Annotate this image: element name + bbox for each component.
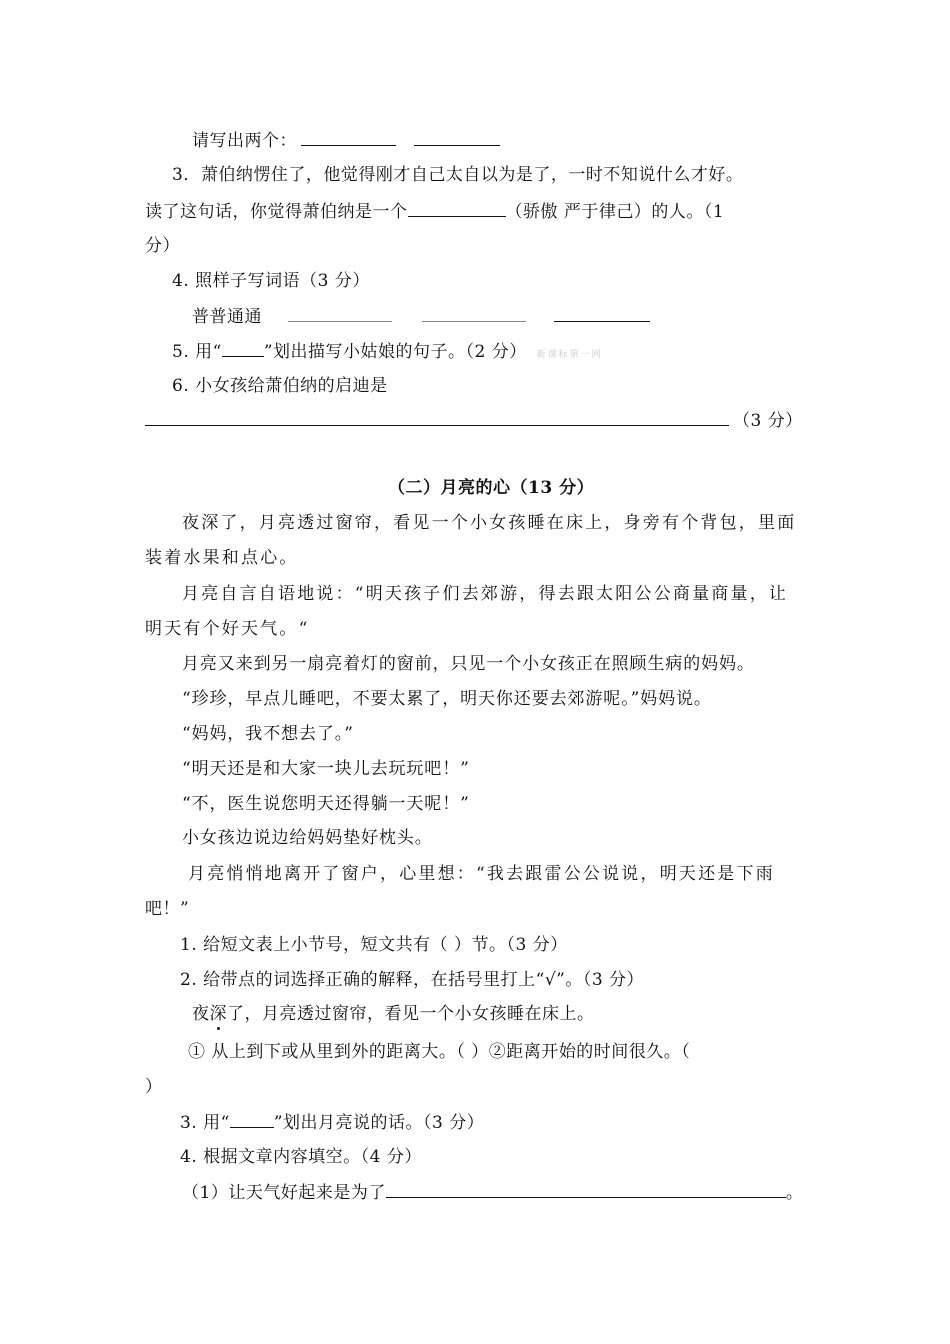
question-3-text-b: （骄傲 严于律己）的人。（1 [505, 202, 725, 222]
exercise-3-text-a: 3. 用“ [180, 1113, 230, 1133]
paragraph-9-line-1: 月亮悄悄地离开了窗户，心里想：“我去跟雷公公说说，明天还是下雨 [188, 864, 775, 884]
paragraph-8: 小女孩边说边给妈妈垫好枕头。 [182, 828, 433, 848]
exercise-4-1-text: （1）让天气好起来是为了 [182, 1183, 386, 1203]
exercise-4: 4. 根据文章内容填空。（4 分） [180, 1147, 422, 1167]
paragraph-4: “珍珍，早点儿睡吧，不要太累了，明天你还要去郊游呢。”妈妈说。 [182, 689, 712, 709]
paragraph-1-line-2: 装着水果和点心。 [145, 548, 299, 568]
paragraph-9-line-2: 吧！” [145, 899, 190, 919]
question-5-text-b: ”划出描写小姑娘的句子。（2 分） [263, 342, 527, 362]
paragraph-1-line-1: 夜深了，月亮透过窗帘，看见一个小女孩睡在床上，身旁有个背包，里面 [182, 513, 797, 533]
answer-blank-q4-2[interactable] [422, 304, 526, 322]
answer-blank-q4-1[interactable] [288, 304, 392, 322]
answer-blank-2[interactable] [414, 128, 500, 146]
question-4: 4. 照样子写词语（3 分） [172, 271, 370, 291]
question-6: 6. 小女孩给萧伯纳的启迪是 [172, 376, 388, 396]
paragraph-2-line-2: 明天有个好天气。“ [145, 619, 310, 639]
question-5-text-a: 5. 用“ [172, 342, 222, 362]
exercise-2-options: ① 从上到下或从里到外的距离大。（ ）②距离开始的时间很久。（ [188, 1042, 691, 1062]
exercise-2-sentence [192, 1002, 595, 1026]
answer-blank-q6[interactable] [145, 408, 729, 426]
dotted-word: 深 [209, 1004, 227, 1024]
underline-sample-q5 [222, 339, 264, 357]
exercise-3-line [180, 1110, 484, 1135]
answer-blank-q3[interactable] [408, 199, 506, 217]
paragraph-7: “不，医生说您明天还得躺一天呢！” [182, 794, 470, 814]
sentence-pre: 夜 [192, 1004, 210, 1024]
question-6-score: （3 分） [733, 411, 803, 431]
write-two-label: 请写出两个： [192, 131, 297, 151]
sentence-post: 了，月亮透过窗帘，看见一个小女孩睡在床上。 [227, 1004, 595, 1024]
watermark: 新课标第一网 [536, 350, 603, 360]
question-3-line-2 [145, 199, 724, 224]
question-3-line-1: 3．萧伯纳愣住了，他觉得刚才自己太自以为是了，一时不知说什么才好。 [172, 165, 744, 185]
exercise-3-text-b: ”划出月亮说的话。（3 分） [273, 1113, 485, 1133]
paragraph-2-line-1: 月亮自言自语地说：“明天孩子们去郊游，得去跟太阳公公商量商量，让 [182, 584, 789, 604]
exercise-2: 2. 给带点的词选择正确的解释，在括号里打上“√”。（3 分） [180, 970, 645, 990]
section-title: （二）月亮的心（13 分） [388, 478, 595, 498]
exercise-4-1-line [182, 1180, 803, 1205]
answer-blank-1[interactable] [301, 128, 396, 146]
write-two-line [192, 128, 500, 153]
paragraph-6: “明天还是和大家一块儿去玩玩吧！” [182, 759, 470, 779]
answer-blank-q4-3[interactable] [554, 304, 650, 322]
exercise-1: 1. 给短文表上小节号，短文共有（ ）节。（3 分） [180, 935, 568, 955]
question-4-example-line [192, 304, 650, 329]
paragraph-3: 月亮又来到另一扇亮着灯的窗前，只见一个小女孩正在照顾生病的妈妈。 [182, 654, 755, 674]
underline-sample-ex3 [230, 1110, 274, 1128]
question-3-text-a: 读了这句话，你觉得萧伯纳是一个 [145, 202, 408, 222]
question-4-example: 普普通通 [192, 307, 262, 327]
paragraph-5: “妈妈，我不想去了。” [182, 724, 354, 744]
question-5-line [172, 339, 603, 367]
exercise-4-1-end: 。 [785, 1183, 804, 1203]
question-6-answer-line [145, 408, 803, 433]
exercise-2-close-paren: ） [145, 1077, 163, 1097]
question-3-line-3: 分） [145, 236, 180, 256]
answer-blank-ex4-1[interactable] [386, 1180, 786, 1198]
